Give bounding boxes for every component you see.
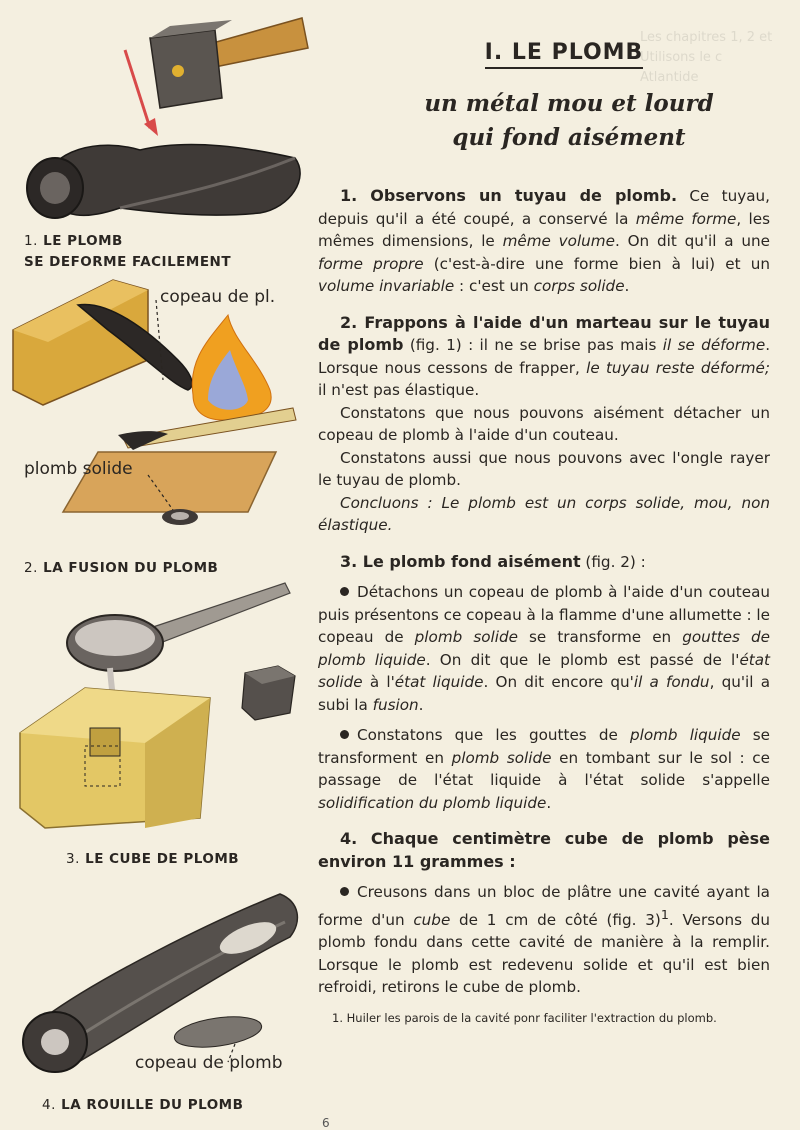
page-number: 6 [322,1116,330,1130]
page-title-text: I. LE PLOMB [485,40,644,69]
callout-copeau: copeau de pl. [160,287,276,307]
figure-2-caption [24,558,218,579]
section-3-bullet: Constatons que les gouttes de plomb liquide se transforment en plomb solide en tombant sur le sol : ce passage de l'état liquide à l'état solide s'appelle solidification du plomb liquide. [318,726,771,812]
section-heading: 1. Observons un tuyau de plomb. [340,186,678,205]
section-2-conclusion: Concluons : Le plomb est un corps solide, mou, non élastique. [318,493,770,534]
footnote-marker: 1 [660,906,669,922]
page-subtitle [318,87,770,155]
subtitle-line: qui fond aisément [452,124,686,151]
callout-copeau-de-plomb: copeau de plomb [135,1053,283,1073]
caption-number: 3. [66,851,80,867]
caption-number: 4. [42,1097,56,1113]
section-2: 2. Frappons à l'aide d'un marteau sur le tuyau de plomb (fig. 1) : il ne se brise pas mais il se déforme. Lorsque nous cessons de frapper, le tuyau reste déformé; il n'est pas élastique. [318,312,771,399]
bleed-line: Utilisons le c [640,50,723,65]
section-4-heading [318,828,770,873]
section-1: 1. Observons un tuyau de plomb. Ce tuyau, depuis qu'il a été coupé, a conservé la même forme, les mêmes dimensions, le même volume. On dit qu'il a une forme propre (c'est-à-dire une forme bien à lui) et un volume invariable : c'est un corps solide. [318,186,771,295]
section-2-paragraph: Constatons que nous pouvons aisément détacher un copeau de plomb à l'aide d'un couteau. [318,403,770,444]
caption-number: 1. [24,233,38,249]
figure-3-lead-cube-illustration [10,578,310,843]
figure-2-melting-lead-illustration [8,270,308,535]
section-3-bullet: Détachons un copeau de plomb à l'aide d'un couteau puis présentons ce copeau à la flamme d'une allumette : le copeau de plomb solide se transforme en gouttes de plomb liquide. On dit que le plomb est passé de l'état solide à l'état liquide. On dit encore qu'il a fondu, qu'il a subi la fusion. [318,583,771,714]
caption-line: LA ROUILLE DU PLOMB [61,1097,244,1113]
figure-3-caption [66,849,239,870]
section-3-heading: 3. Le plomb fond aisément (fig. 2) : [340,551,646,571]
figure-1-hammer-pipe-illustration [10,8,310,233]
bullet-icon [340,887,349,896]
section-4-bullet: Creusons dans un bloc de plâtre une cavité ayant la forme d'un cube de 1 cm de côté (fig. 3)$^1$. Versons du plomb fondu dans cette cavité de manière à la remplir. Lorsque le plomb est redevenu solide et qu'il est bien refroidi, retirons le cube de plomb. [318,883,771,997]
bleed-line: Les chapitres 1, 2 et [640,30,773,45]
bullet-icon [340,730,349,739]
caption-line: LE PLOMB [43,233,123,249]
figure-1-caption [24,231,231,273]
text-column [318,40,770,1026]
caption-line: SE DEFORME FACILEMENT [24,254,232,270]
subtitle-line: un métal mou et lourd [424,90,714,117]
figure-4-caption [42,1095,243,1116]
section-2-paragraph: Constatons aussi que nous pouvons avec l'ongle rayer le tuyau de plomb. [318,448,770,489]
section-heading: 3. Le plomb fond aisément [340,551,581,571]
bleed-line: Atlantide [640,70,699,85]
callout-plomb-solide: plomb solide [24,459,133,479]
bullet-icon [340,587,349,596]
caption-line: LA FUSION DU PLOMB [43,560,219,576]
caption-line: LE CUBE DE PLOMB [85,851,240,867]
section-heading: 4. Chaque centimètre cube de plomb pèse environ 11 grammes : [318,829,770,871]
footnote: 1. Huiler les parois de la cavité ponr faciliter l'extraction du plomb. [332,1010,717,1025]
section-heading: 2. Frappons à l'aide d'un marteau sur le tuyau de plomb [318,312,770,354]
page-title [318,40,770,69]
caption-number: 2. [24,560,38,576]
